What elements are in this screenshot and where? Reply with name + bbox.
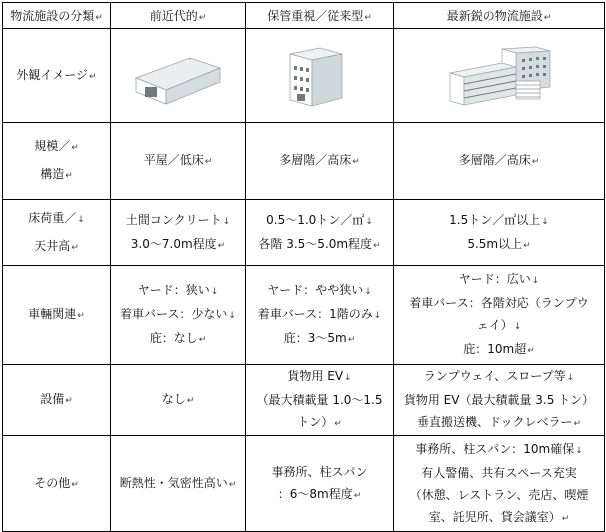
line-break-mark: ↓ [228,311,236,321]
equipment-col1 [111,365,246,436]
image-row [3,29,605,123]
image-row-label-text: 外観イメージ [16,67,89,82]
floor-col2-line1: 0.5〜1.0トン／㎡ [266,212,365,227]
other-col3 [394,436,605,532]
other-col1 [111,436,246,532]
other-col2-line2: ：6〜8m程度 [277,486,353,501]
scale-row [3,123,605,200]
return-mark: ↵ [334,419,342,429]
line-break-mark: ↓ [541,216,549,227]
other-col2 [246,436,394,532]
modern-logistics-facility-illustration [444,43,554,109]
scale-col1 [111,123,246,200]
other-col3-line1: 事務所、柱スパン：10m確保 [415,441,575,456]
line-break-mark: ↓ [531,276,540,286]
floor-row-label [3,200,111,266]
floor-col2-line2: 各階 3.5〜5.0m程度 [258,236,373,251]
line-break-mark: ↓ [344,373,352,383]
vehicle-row-label [3,266,111,365]
other-label-text: その他 [34,475,71,490]
header-row [3,3,605,29]
image-col1 [111,29,246,123]
equipment-col2-line3: トン） [297,415,334,429]
vehicle-col1-line2: 着車バース：少ない [120,307,228,321]
return-mark: ↵ [198,13,207,23]
other-col3-line2: 有人警備、共有スペース充実 [421,465,577,480]
return-mark: ↵ [71,479,79,490]
line-break-mark: ↓ [365,216,373,227]
equipment-row-label [3,365,111,436]
multistory-warehouse-illustration [280,40,360,112]
header-col3-text: 最新鋭の物流施設 [446,9,543,23]
vehicle-col2-line2: 着車バース：1階のみ [257,307,373,321]
line-break-mark: ↓ [566,373,575,383]
vehicle-col1 [111,266,246,365]
floor-col1 [111,200,246,266]
equipment-row [3,365,605,436]
line-break-mark: ↓ [364,287,372,297]
return-mark: ↵ [95,13,103,23]
return-mark: ↵ [531,157,540,167]
scale-col1-text: 平屋／低床 [143,153,204,167]
vehicle-col1-line3: 庇：なし [149,331,198,345]
return-mark: ↵ [561,513,570,524]
line-break-mark: ↓ [575,445,583,456]
return-mark: ↵ [89,71,97,82]
floor-label-line1: 床荷重／ [28,210,77,225]
equipment-col2 [246,365,394,436]
equipment-col3 [394,365,605,436]
floor-col1-line1: 土間コンクリート [125,212,222,227]
line-break-mark: ↓ [373,311,382,321]
return-mark: ↵ [228,479,237,490]
other-row [3,436,605,532]
return-mark: ↵ [364,13,372,23]
vehicle-col3-line4: 庇：10m超 [463,342,527,356]
floor-row [3,200,605,266]
floor-label-line2: 天井高 [34,238,71,253]
line-break-mark: ↓ [513,322,522,332]
other-col3-line3: （休憩、レストラン、売店、喫煙 [409,487,589,502]
floor-col1-line2: 3.0〜7.0m程度 [130,236,217,251]
vehicle-col1-line1: ヤード：狭い [137,283,210,297]
vehicle-col3-line1: ヤード：広い [458,272,531,286]
return-mark: ↵ [347,335,356,345]
other-col1-text: 断熱性・気密性高い [119,475,228,490]
header-col2 [246,3,394,29]
vehicle-col3-line2: 着車バース：各階対応（ランプウ [409,296,589,310]
vehicle-col2-line1: ヤード：やや狭い [267,283,364,297]
header-col2-text: 保管重視／従来型 [267,9,364,23]
return-mark: ↵ [71,143,79,153]
other-row-label [3,436,111,532]
equipment-col2-line1: 貨物用 EV [287,369,344,383]
vehicle-col3-line3: ェイ） [476,318,513,332]
line-break-mark: ↓ [210,287,219,297]
logistics-facility-table [2,2,605,532]
scale-col3 [394,123,605,200]
image-row-label [3,29,111,123]
return-mark: ↵ [198,335,207,345]
floor-col3-line2: 5.5m以上 [467,236,523,251]
vehicle-label-text: 車輛関連 [28,307,77,321]
equipment-col3-line2: 貨物用 EV（最大積載量 3.5 トン） [403,393,595,407]
scale-row-label [3,123,111,200]
return-mark: ↵ [77,311,85,321]
vehicle-col3 [394,266,605,365]
return-mark: ↵ [65,171,73,181]
equipment-label-text: 設備 [40,392,65,406]
vehicle-col2-line3: 庇：3〜5m [283,331,347,345]
return-mark: ↵ [352,157,360,167]
return-mark: ↵ [217,240,226,251]
return-mark: ↵ [204,157,213,167]
scale-col2-text: 多層階／高床 [279,153,352,167]
vehicle-row [3,266,605,365]
line-break-mark: ↓ [222,216,231,227]
image-col3 [394,29,605,123]
equipment-col1-text: なし [161,392,186,406]
scale-label-line1: 規模／ [34,139,71,153]
return-mark: ↵ [373,240,381,251]
floor-col2 [246,200,394,266]
header-col3 [394,3,605,29]
return-mark: ↵ [527,346,535,356]
warehouse-illustration [128,46,228,106]
header-category [3,3,111,29]
return-mark: ↵ [523,240,531,251]
line-break-mark: ↓ [77,214,85,225]
return-mark: ↵ [573,419,582,429]
scale-col2 [246,123,394,200]
header-col1-text: 前近代的 [149,9,198,23]
header-category-text: 物流施設の分類 [10,9,95,23]
other-col3-line4: 室、託児所、貸会議室） [428,509,561,524]
return-mark: ↵ [543,13,552,23]
equipment-col3-line3: 垂直搬送機、ドックレベラー [416,415,573,429]
header-col1 [111,3,246,29]
image-col2 [246,29,394,123]
other-col2-line1: 事務所、柱スパン [271,464,368,479]
return-mark: ↵ [71,242,79,253]
equipment-col2-line2: （最大積載量 1.0〜1.5 [256,393,383,407]
return-mark: ↵ [65,396,73,406]
return-mark: ↵ [186,396,195,406]
scale-label-line2: 構造 [40,167,65,181]
floor-col3-line1: 1.5トン／㎡以上 [449,212,541,227]
return-mark: ↵ [353,490,362,501]
equipment-col3-line1: ランプウェイ、スロープ等 [423,369,566,383]
floor-col3 [394,200,605,266]
scale-col3-text: 多層階／高床 [458,153,531,167]
vehicle-col2 [246,266,394,365]
